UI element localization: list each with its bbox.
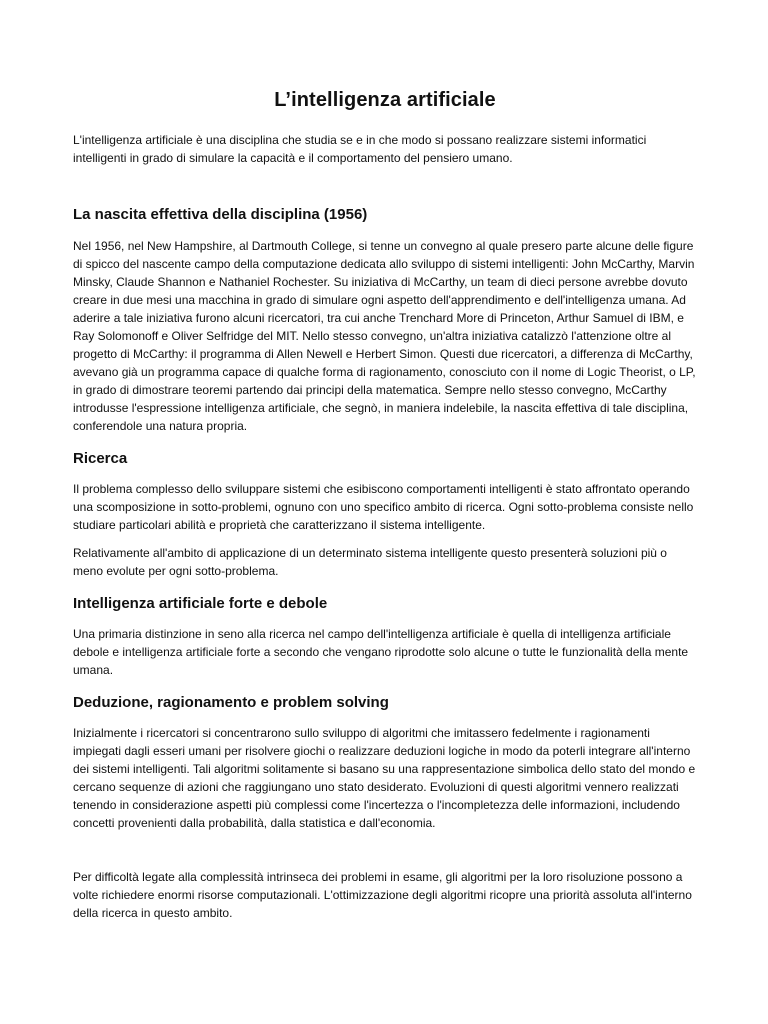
- page-title: L’intelligenza artificiale: [274, 89, 496, 111]
- section-paragraph-ricerca-1: Il problema complesso dello sviluppare sistemi che esibiscono comportamenti intelligenti è stato affrontato operando una scomposizione in sotto-problemi, ognuno con uno specifico ambito di ricerca. Ogni sotto-problema consiste nello studiare particolari abilità e proprietà che caratterizzano il sistema intelligente.: [73, 482, 694, 532]
- section-paragraph-nascita: Nel 1956, nel New Hampshire, al Dartmouth College, si tenne un convegno al quale presero parte alcune delle figure di spicco del nascente campo della computazione dedicata allo sviluppo di sistemi intelligenti: John McCarthy, Marvin Minsky, Claude Shannon e Nathaniel Rochester. Su iniziativa di McCarthy, un team di dieci persone avrebbe dovuto creare in due mesi una macchina in grado di simulare ogni aspetto dell'apprendimento e dell'intelligenza umana. Ad aderire a tale iniziativa furono alcuni ricercatori, tra cui anche Trenchard More di Princeton, Arthur Samuel di IBM, e Ray Solomonoff e Oliver Selfridge del MIT. Nello stesso convegno, un'altra iniziativa catalizzò l'attenzione oltre al progetto di McCarthy: il programma di Allen Newell e Herbert Simon. Questi due ricercatori, a differenza di McCarthy, avevano già un programma capace di qualche forma di ragionamento, conosciuto con il nome di Logic Theorist, o LP, in grado di dimostrare teoremi partendo dai principi della matematica. Sempre nello stesso convegno, McCarthy introdusse l'espressione intelligenza artificiale, che segnò, in maniera indelebile, la nascita effettiva di tale disciplina, conferendole una natura propria.: [73, 239, 696, 433]
- document-body: [73, 86, 697, 922]
- section-paragraph-ricerca-2: Relativamente all'ambito di applicazione di un determinato sistema intelligente questo presenterà soluzioni più o meno evolute per ogni sotto-problema.: [73, 546, 667, 578]
- section-heading-deduzione: Deduzione, ragionamento e problem solving: [73, 694, 389, 711]
- intro-paragraph: L'intelligenza artificiale è una disciplina che studia se e in che modo si possano realizzare sistemi informatici intelligenti in grado di simulare la capacità e il comportamento del pensiero umano.: [73, 133, 647, 165]
- section-heading-forte-debole: Intelligenza artificiale forte e debole: [73, 595, 328, 612]
- section-paragraph-deduzione-1: Inizialmente i ricercatori si concentrarono sullo sviluppo di algoritmi che imitassero fedelmente i ragionamenti impiegati dagli esseri umani per risolvere giochi o realizzare deduzioni logiche in modo da poterli integrare all'interno dei sistemi intelligenti. Tali algoritmi solitamente si basano su una rappresentazione simbolica dello stato del mondo e cercano sequenze di azioni che raggiungano uno stato desiderato. Evoluzioni di questi algoritmi vennero realizzati tenendo in considerazione aspetti più complessi come l'incertezza o l'incompletezza delle informazioni, includendo concetti provenienti dalla probabilità, dalla statistica e dall'economia.: [73, 726, 696, 830]
- section-paragraph-forte-debole: Una primaria distinzione in seno alla ricerca nel campo dell'intelligenza artificiale è quella di intelligenza artificiale debole e intelligenza artificiale forte a secondo che vengano riprodotte solo alcune o tutte le funzionalità della mente umana.: [73, 627, 689, 677]
- section-heading-ricerca: Ricerca: [73, 450, 128, 467]
- section-paragraph-deduzione-2: Per difficoltà legate alla complessità intrinseca dei problemi in esame, gli algoritmi per la loro risoluzione possono a volte richiedere enormi risorse computazionali. L'ottimizzazione degli algoritmi ricopre una priorità assoluta all'interno della ricerca in questo ambito.: [73, 870, 692, 920]
- section-heading-nascita: La nascita effettiva della disciplina (1956): [73, 206, 368, 223]
